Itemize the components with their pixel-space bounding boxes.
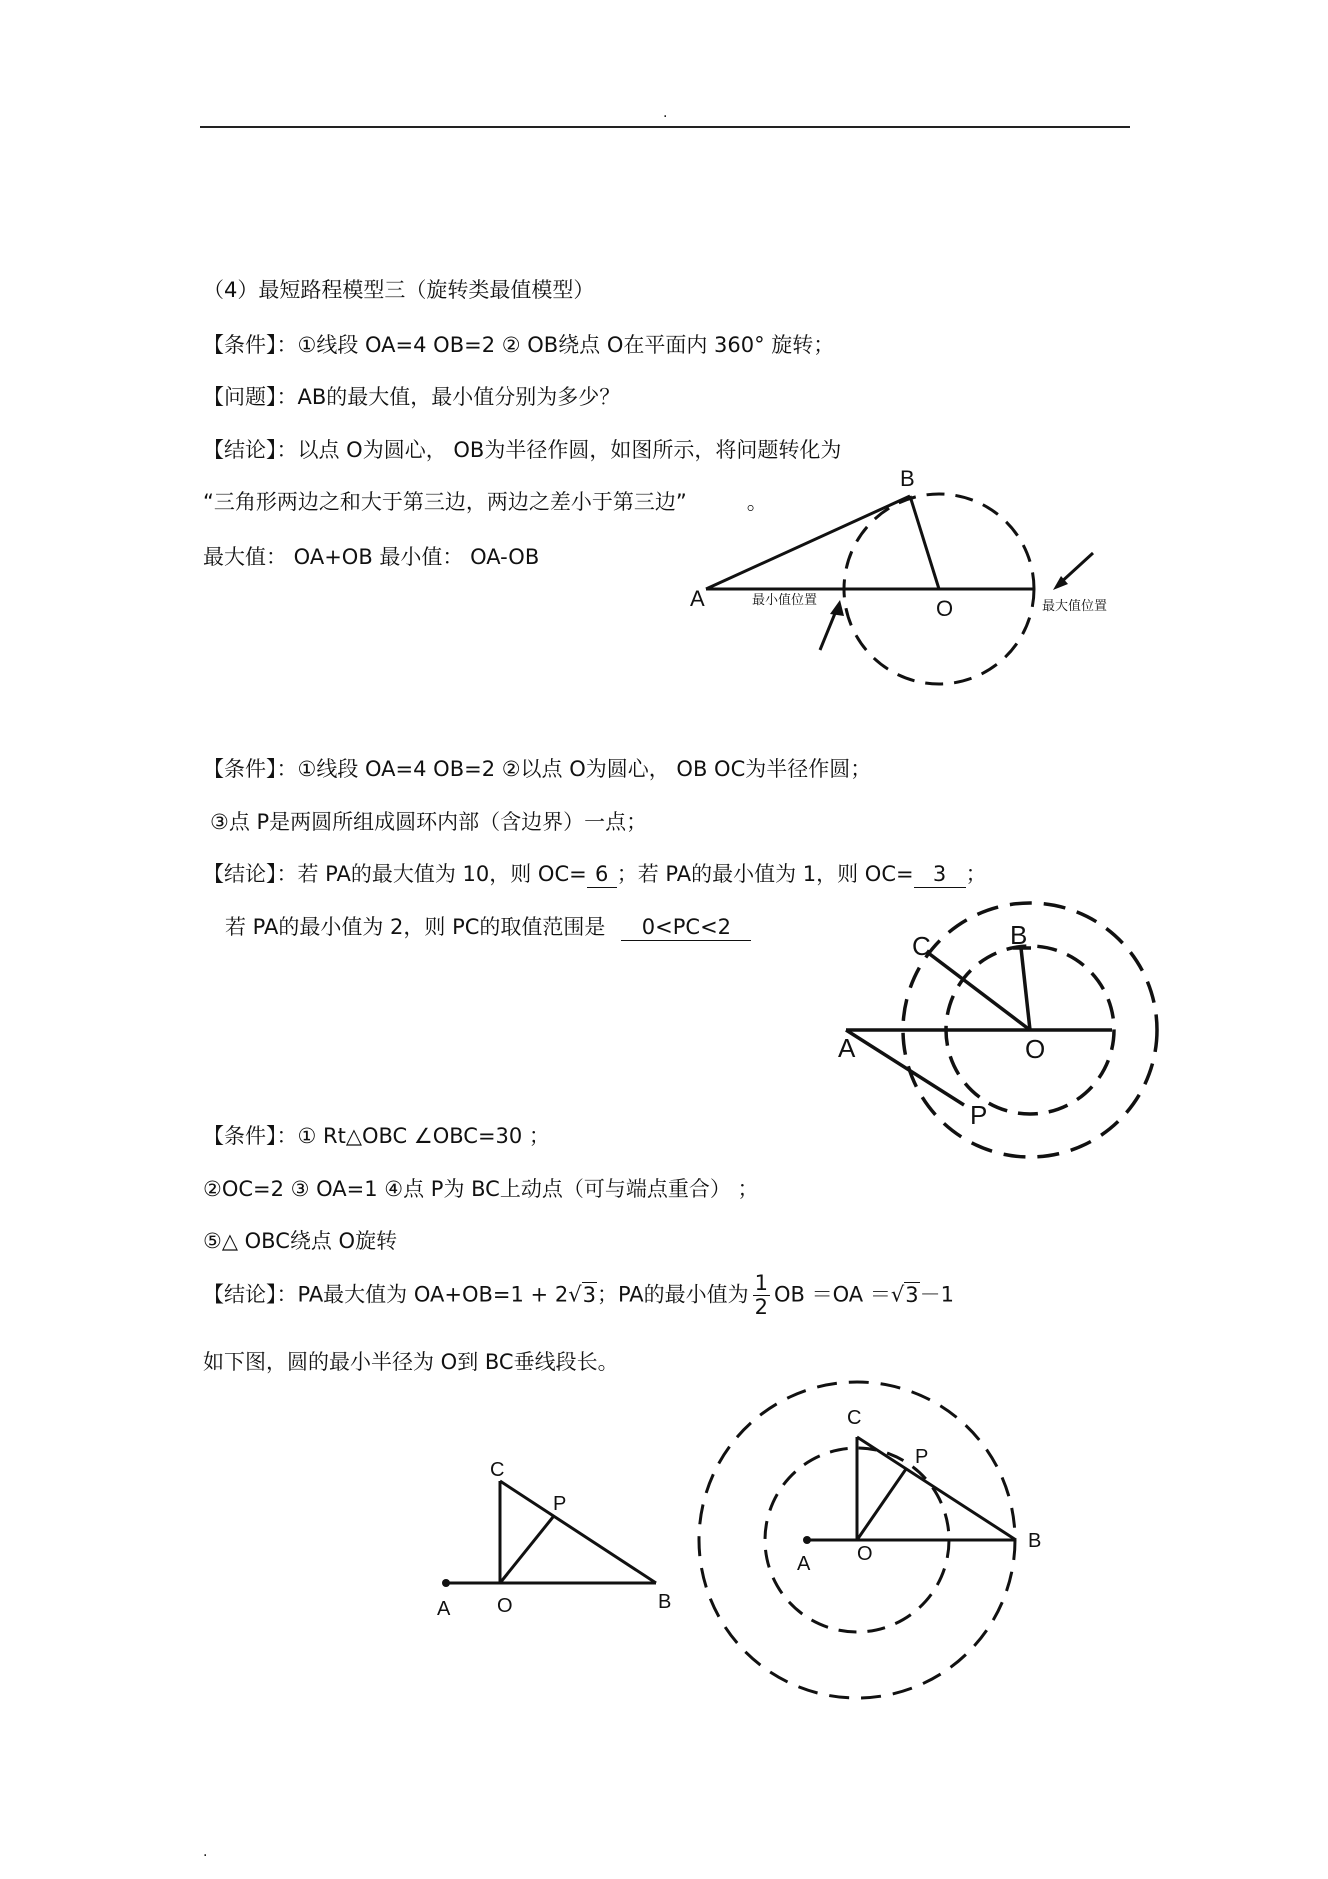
fig3-label-b: B <box>658 1591 672 1613</box>
fraction-numerator: 1 <box>754 1271 769 1295</box>
fig3-label-a: A <box>437 1598 451 1620</box>
condition-tag: 【条件】 <box>203 757 277 781</box>
fraction-denominator: 2 <box>754 1295 769 1320</box>
fig3-label-o: O <box>497 1595 513 1617</box>
section3-condition-3: ⑤△ OBC绕点 O旋转 <box>203 1229 398 1253</box>
header-dot: . <box>663 105 668 121</box>
conclusion-tag: 【结论】 <box>203 438 277 462</box>
conclusion-text-c: OB ＝OA ＝ <box>774 1282 891 1307</box>
quote-end: 。 <box>746 490 768 514</box>
condition-tag: 【条件】 <box>203 1124 277 1148</box>
fig3-label-p: P <box>553 1493 567 1515</box>
fig1-max-label: 最大值位置 <box>1042 599 1108 614</box>
conclusion-text-a: ：PA最大值为 OA+OB=1 + 2 <box>276 1282 569 1307</box>
sqrt-radicand: 3 <box>905 1282 919 1307</box>
section1-title: （4）最短路程模型三（旋转类最值模型） <box>203 278 595 302</box>
fig4-segment-cb <box>857 1437 1016 1540</box>
sqrt-symbol: √ <box>568 1282 582 1307</box>
conclusion-text-2: 若 PA的最小值为 2，则 PC的取值范围是 <box>225 915 606 939</box>
section3-condition-2: ②OC=2 ③ OA=1 ④点 P为 BC上动点（可与端点重合） ； <box>203 1177 759 1201</box>
conclusion-text-b: ；PA的最小值为 <box>596 1282 749 1307</box>
fig2-label-p: P <box>970 1100 988 1130</box>
condition-tag: 【条件】 <box>203 333 277 357</box>
answer-oc-min: 3 <box>914 862 966 888</box>
fig4-label-o: O <box>857 1543 873 1565</box>
fig4-label-c: C <box>847 1407 862 1429</box>
fig4-label-a: A <box>797 1553 811 1575</box>
fig4-segment-op <box>857 1469 906 1540</box>
fig1-label-o: O <box>936 596 954 621</box>
section3-note: 如下图，圆的最小半径为 O到 BC垂线段长。 <box>203 1350 619 1374</box>
section2-condition-2: ③点 P是两圆所组成圆环内部（含边界）一点； <box>210 810 648 834</box>
question-text: ：AB的最大值，最小值分别为多少？ <box>276 385 621 409</box>
conclusion-text-a: ：若 PA的最大值为 10，则 OC= <box>276 862 587 886</box>
fig1-label-a: A <box>690 586 705 611</box>
quote-text: “三角形两边之和大于第三边，两边之差小于第三边” <box>203 490 687 514</box>
conclusion-tag: 【结论】 <box>203 1282 277 1307</box>
conclusion-text-c: ； <box>965 862 987 886</box>
condition-text: ：①线段 OA=4 OB=2 ② OB绕点 O在平面内 360° 旋转； <box>276 333 835 357</box>
fig3-label-c: C <box>490 1459 505 1481</box>
answer-pc-range: 0<PC<2 <box>621 915 751 941</box>
condition-text: ：① Rt△OBC ∠OBC=30 ； <box>276 1124 550 1148</box>
fig4-point-a <box>803 1536 811 1544</box>
question-tag: 【问题】 <box>203 385 277 409</box>
fig4-label-b: B <box>1028 1530 1042 1552</box>
fig2-label-b: B <box>1010 920 1028 950</box>
footer-dot: . <box>203 1844 208 1860</box>
sqrt-radicand: 3 <box>582 1282 596 1307</box>
section1-maxmin: 最大值： OA+OB 最小值： OA-OB <box>203 545 540 569</box>
fig1-min-label: 最小值位置 <box>752 593 818 608</box>
fig2-label-o: O <box>1025 1034 1046 1064</box>
conclusion-text: ：以点 O为圆心， OB为半径作圆，如图所示，将问题转化为 <box>276 438 842 462</box>
fig1-label-b: B <box>900 466 915 491</box>
answer-oc-max: 6 <box>587 862 617 888</box>
fig2-label-a: A <box>838 1033 856 1063</box>
fig4-label-p: P <box>915 1446 929 1468</box>
conclusion-tag: 【结论】 <box>203 862 277 886</box>
condition-text: ：①线段 OA=4 OB=2 ②以点 O为圆心， OB OC为半径作圆； <box>276 757 872 781</box>
fig2-label-c: C <box>912 931 931 961</box>
sqrt-symbol: √ <box>890 1282 905 1307</box>
conclusion-text-d: －1 <box>919 1282 954 1307</box>
conclusion-text-b: ；若 PA的最小值为 1，则 OC= <box>616 862 914 886</box>
